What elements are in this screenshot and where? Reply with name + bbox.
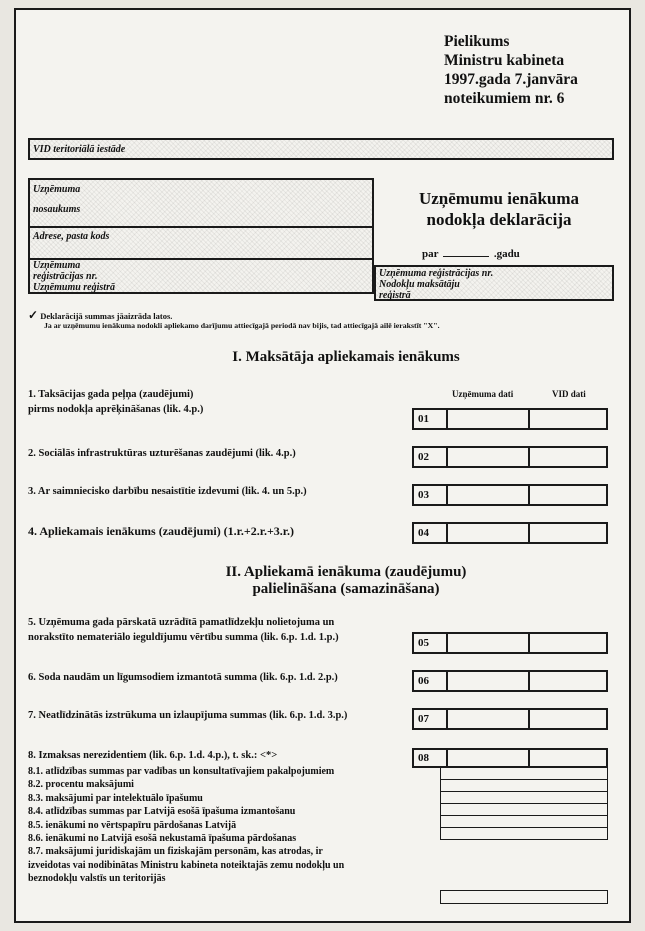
- column-vid-data: VID dati: [552, 389, 586, 399]
- declaration-page: [14, 8, 631, 923]
- item-06-company-value[interactable]: [448, 672, 530, 690]
- appendix-line-1: Pielikums: [444, 33, 510, 50]
- item-05-text-2: norakstīto nemateriālo ieguldījumu vērtību summa (lik. 6.p. 1.d. 1.p.): [28, 632, 339, 643]
- item-02-label: 2. Sociālās infrastruktūras uzturēšanas zaudējumi (lik. 4.p.): [28, 448, 296, 459]
- address-label: Adrese, pasta kods: [33, 231, 110, 242]
- item-07-label: 7. Neatlīdzinātās izstrūkuma un izlaupījuma summas (lik. 6.p. 1.d. 3.p.): [28, 710, 348, 721]
- column-company-data: Uzņēmuma dati: [452, 389, 514, 399]
- item-03-row: [412, 484, 608, 506]
- vid-office-label: VID teritoriālā iestāde: [33, 144, 126, 155]
- item-04-vid-value[interactable]: [530, 524, 606, 542]
- company-name-field[interactable]: [30, 180, 372, 228]
- item-01-code: 01: [414, 410, 448, 428]
- subitem-8-7-line-2: izveidotas vai nodibinātas Ministru kabineta noteiktajās zemu nodokļu un: [28, 859, 345, 871]
- right-reg-label-3: reģistrā: [379, 290, 411, 301]
- company-name-label-2: nosaukums: [33, 204, 81, 215]
- appendix-line-3: 1997.gada 7.janvāra: [444, 71, 578, 88]
- item-02-vid-value[interactable]: [530, 448, 606, 466]
- item-04-row: [412, 522, 608, 544]
- item-08-label: 8. Izmaksas nerezidentiem (lik. 6.p. 1.d. 4.p.), t. sk.: <*>: [28, 750, 278, 761]
- taxpayer-register-field[interactable]: [374, 265, 614, 301]
- item-05-company-value[interactable]: [448, 634, 530, 652]
- item-03-label: 3. Ar saimniecisko darbību nesaistītie izdevumi (lik. 4. un 5.p.): [28, 486, 307, 497]
- note-x-instruction: Ja ar uzņēmumu ienākuma nodokli apliekamo darījumu attiecīgajā periodā nav bijis, tad attiecīgajā ailē ierakstīt "X".: [44, 321, 440, 330]
- vid-office-field[interactable]: [28, 138, 614, 160]
- item-07-code: 07: [414, 710, 448, 728]
- item-06-code: 06: [414, 672, 448, 690]
- item-01-label: [28, 387, 203, 417]
- item-03-vid-value[interactable]: [530, 486, 606, 504]
- period-suffix: .gadu: [493, 248, 520, 260]
- item-06-row: [412, 670, 608, 692]
- check-mark-icon: ✓: [28, 308, 39, 322]
- subitem-8-6-entry[interactable]: [440, 828, 608, 840]
- reg-label-1: Uzņēmuma: [33, 260, 81, 271]
- section-1-title: I. Maksātāja apliekamais ienākums: [232, 349, 460, 365]
- subitem-8-6: 8.6. ienākumi no Latvijā esošā nekustamā īpašuma pārdošanas: [28, 833, 297, 845]
- address-field[interactable]: [30, 228, 372, 260]
- subitem-8-5: 8.5. ienākumi no vērtspapīru pārdošanas Latvijā: [28, 819, 237, 831]
- item-01-vid-value[interactable]: [530, 410, 606, 428]
- item-05-code: 05: [414, 634, 448, 652]
- item-06-vid-value[interactable]: [530, 672, 606, 690]
- subitem-8-4-entry[interactable]: [440, 804, 608, 816]
- item-02-row: [412, 446, 608, 468]
- item-08-subitems: [28, 765, 344, 886]
- form-title: [388, 188, 610, 230]
- item-08-vid-value[interactable]: [530, 750, 606, 766]
- appendix-line-4: noteikumiem nr. 6: [444, 90, 565, 107]
- item-04-label: 4. Apliekamais ienākums (zaudējumi) (1.r.+2.r.+3.r.): [28, 524, 295, 538]
- subitem-8-7-entry[interactable]: [440, 890, 608, 904]
- subitem-8-3-entry[interactable]: [440, 792, 608, 804]
- subitem-entry-grid: [440, 768, 608, 840]
- item-04-code: 04: [414, 524, 448, 542]
- item-07-company-value[interactable]: [448, 710, 530, 728]
- section-2-title: [166, 564, 526, 598]
- company-info-block: [28, 178, 374, 294]
- reg-label-2: reģistrācijas nr.: [33, 271, 98, 282]
- item-08-row: [412, 748, 608, 768]
- item-07-row: [412, 708, 608, 730]
- item-04-company-value[interactable]: [448, 524, 530, 542]
- reg-label-3: Uzņēmumu reģistrā: [33, 282, 115, 293]
- subitem-8-3: 8.3. maksājumi par intelektuālo īpašumu: [28, 792, 203, 804]
- right-reg-label-2: Nodokļu maksātāju: [379, 279, 460, 290]
- item-05-label: [28, 615, 339, 645]
- section-2-title-line-2: palielināšana (samazināšana): [252, 581, 440, 597]
- appendix-line-2: Ministru kabineta: [444, 52, 565, 69]
- item-01-text-2: pirms nodokļa aprēķināšanas (lik. 4.p.): [28, 404, 204, 415]
- subitem-8-4: 8.4. atlīdzības summas par Latvijā esošā īpašuma izmantošanu: [28, 806, 296, 818]
- item-01-text-1: 1. Taksācijas gada peļņa (zaudējumi): [28, 389, 194, 400]
- appendix-reference: [444, 32, 578, 108]
- item-01-row: [412, 408, 608, 430]
- subitem-8-7-line-1: 8.7. maksājumi juridiskajām un fiziskajām personām, kas atrodas, ir: [28, 846, 323, 858]
- section-2-title-line-1: II. Apliekamā ienākuma (zaudējumu): [225, 564, 467, 580]
- subitem-8-2-entry[interactable]: [440, 780, 608, 792]
- item-05-text-1: 5. Uzņēmuma gada pārskatā uzrādītā pamatlīdzekļu nolietojuma un: [28, 617, 335, 628]
- item-03-company-value[interactable]: [448, 486, 530, 504]
- period-year-blank[interactable]: [443, 256, 489, 257]
- item-05-vid-value[interactable]: [530, 634, 606, 652]
- item-03-code: 03: [414, 486, 448, 504]
- form-title-line-2: nodokļa deklarācija: [426, 210, 572, 229]
- item-02-code: 02: [414, 448, 448, 466]
- note-currency-text: Deklarācijā summas jāaizrāda latos.: [40, 311, 173, 321]
- item-05-row: [412, 632, 608, 654]
- period-prefix: par: [422, 248, 439, 260]
- item-08-company-value[interactable]: [448, 750, 530, 766]
- form-title-line-1: Uzņēmumu ienākuma: [418, 189, 580, 208]
- subitem-8-5-entry[interactable]: [440, 816, 608, 828]
- subitem-8-1: 8.1. atlīdzības summas par vadības un konsultatīvajiem pakalpojumiem: [28, 766, 335, 777]
- item-01-company-value[interactable]: [448, 410, 530, 428]
- subitem-8-7-line-3: beznodokļu valstīs un teritorijās: [28, 873, 166, 885]
- registration-number-field[interactable]: [30, 260, 372, 292]
- company-name-label-1: Uzņēmuma: [33, 184, 81, 195]
- item-06-label: 6. Soda naudām un līgumsodiem izmantotā summa (lik. 6.p. 1.d. 2.p.): [28, 672, 338, 683]
- item-07-vid-value[interactable]: [530, 710, 606, 728]
- item-02-company-value[interactable]: [448, 448, 530, 466]
- right-reg-label-1: Uzņēmuma reģistrācijas nr.: [379, 268, 494, 279]
- subitem-8-2: 8.2. procentu maksājumi: [28, 779, 134, 791]
- item-08-code: 08: [414, 750, 448, 766]
- period-field[interactable]: [422, 248, 520, 260]
- subitem-8-1-entry[interactable]: [440, 768, 608, 780]
